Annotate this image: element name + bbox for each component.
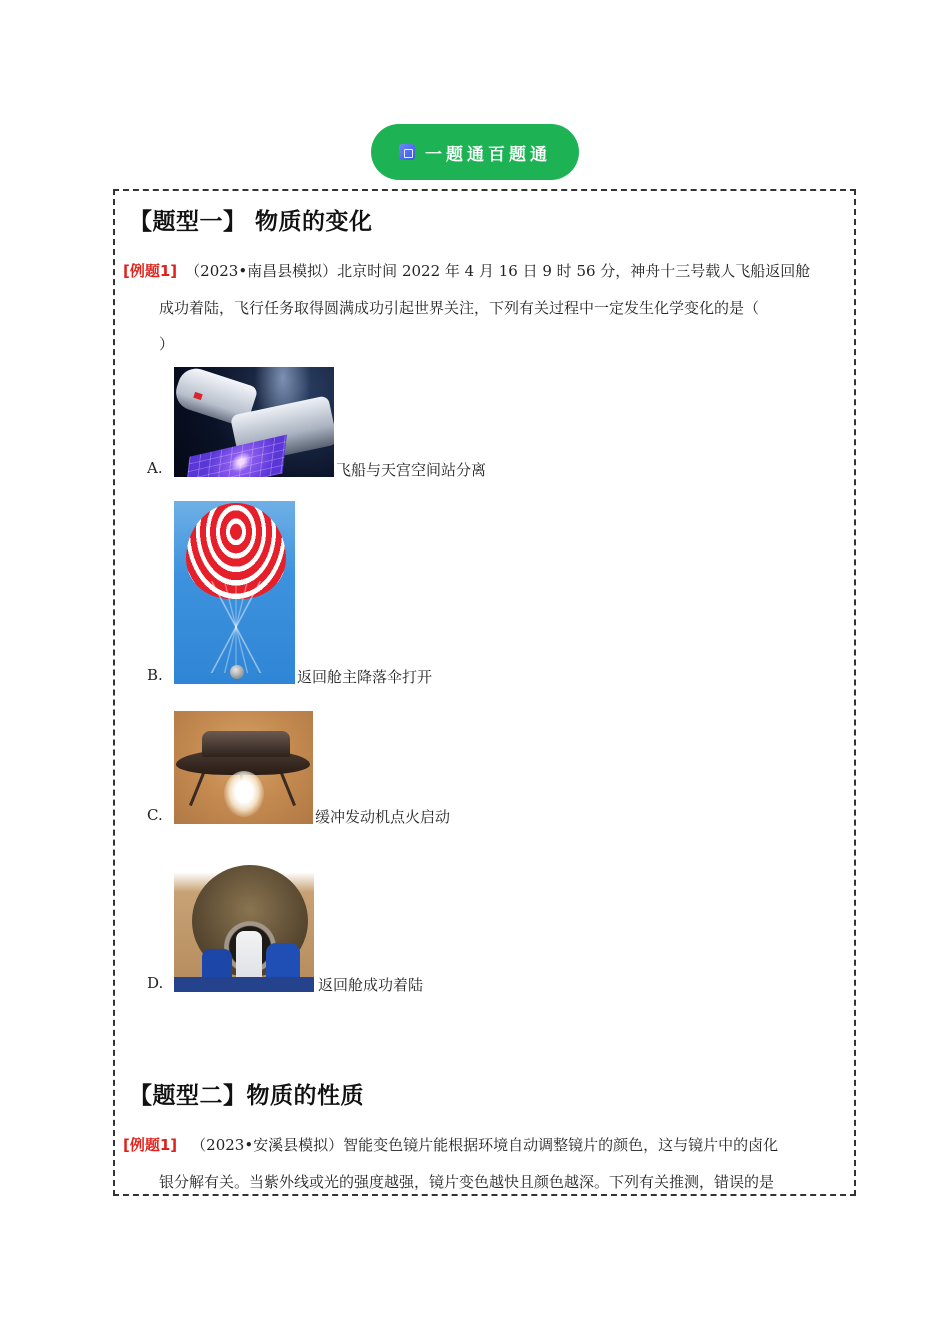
question-1-line1 <box>123 253 845 290</box>
option-b-text: 返回舱主降落伞打开 <box>297 668 433 686</box>
content-frame <box>113 189 856 1196</box>
question-1-line2: 成功着陆，飞行任务取得圆满成功引起世界关注，下列有关过程中一定发生化学变化的是（ <box>159 299 760 317</box>
question-2 <box>123 1127 845 1201</box>
lander-engine-image <box>174 711 313 824</box>
section-title-2: 【题型二】物质的性质 <box>129 1083 364 1109</box>
topic-banner <box>371 124 579 180</box>
question-1 <box>123 253 845 361</box>
option-a-text: 飞船与天宫空间站分离 <box>336 461 487 479</box>
question-2-line1 <box>123 1127 845 1164</box>
sqrt-formula-icon <box>399 144 415 160</box>
option-b-letter: B. <box>147 666 163 684</box>
question-1-line3: ） <box>159 335 175 353</box>
parachute-image <box>174 501 295 684</box>
question-2-text: （2023•安溪县模拟）智能变色镜片能根据环境自动调整镜片的颜色，这与镜片中的卤化 <box>191 1136 779 1154</box>
capsule-landing-image <box>174 859 314 992</box>
option-b[interactable] <box>147 501 432 684</box>
option-d-letter: D. <box>147 974 164 992</box>
banner-label: 一题通百题通 <box>425 144 551 165</box>
option-c-letter: C. <box>147 806 163 824</box>
question-2-line2: 银分解有关。当紫外线或光的强度越强，镜片变色越快且颜色越深。下列有关推测，错误的是 <box>159 1173 775 1191</box>
option-d[interactable] <box>147 859 423 992</box>
option-c[interactable] <box>147 711 450 824</box>
section-title-1: 【题型一】 物质的变化 <box>129 209 373 235</box>
example-tag: [例题1] <box>123 1136 178 1154</box>
option-d-text: 返回舱成功着陆 <box>318 976 424 994</box>
example-tag: [例题1] <box>123 262 178 280</box>
option-a-letter: A. <box>147 459 163 477</box>
option-c-text: 缓冲发动机点火启动 <box>315 808 451 826</box>
question-1-text: （2023•南昌县模拟）北京时间 2022 年 4 月 16 日 9 时 56 分，神舟十三号载人飞船返回舱 <box>185 262 811 280</box>
spacecraft-separation-image <box>174 367 334 477</box>
option-a[interactable] <box>147 367 486 477</box>
